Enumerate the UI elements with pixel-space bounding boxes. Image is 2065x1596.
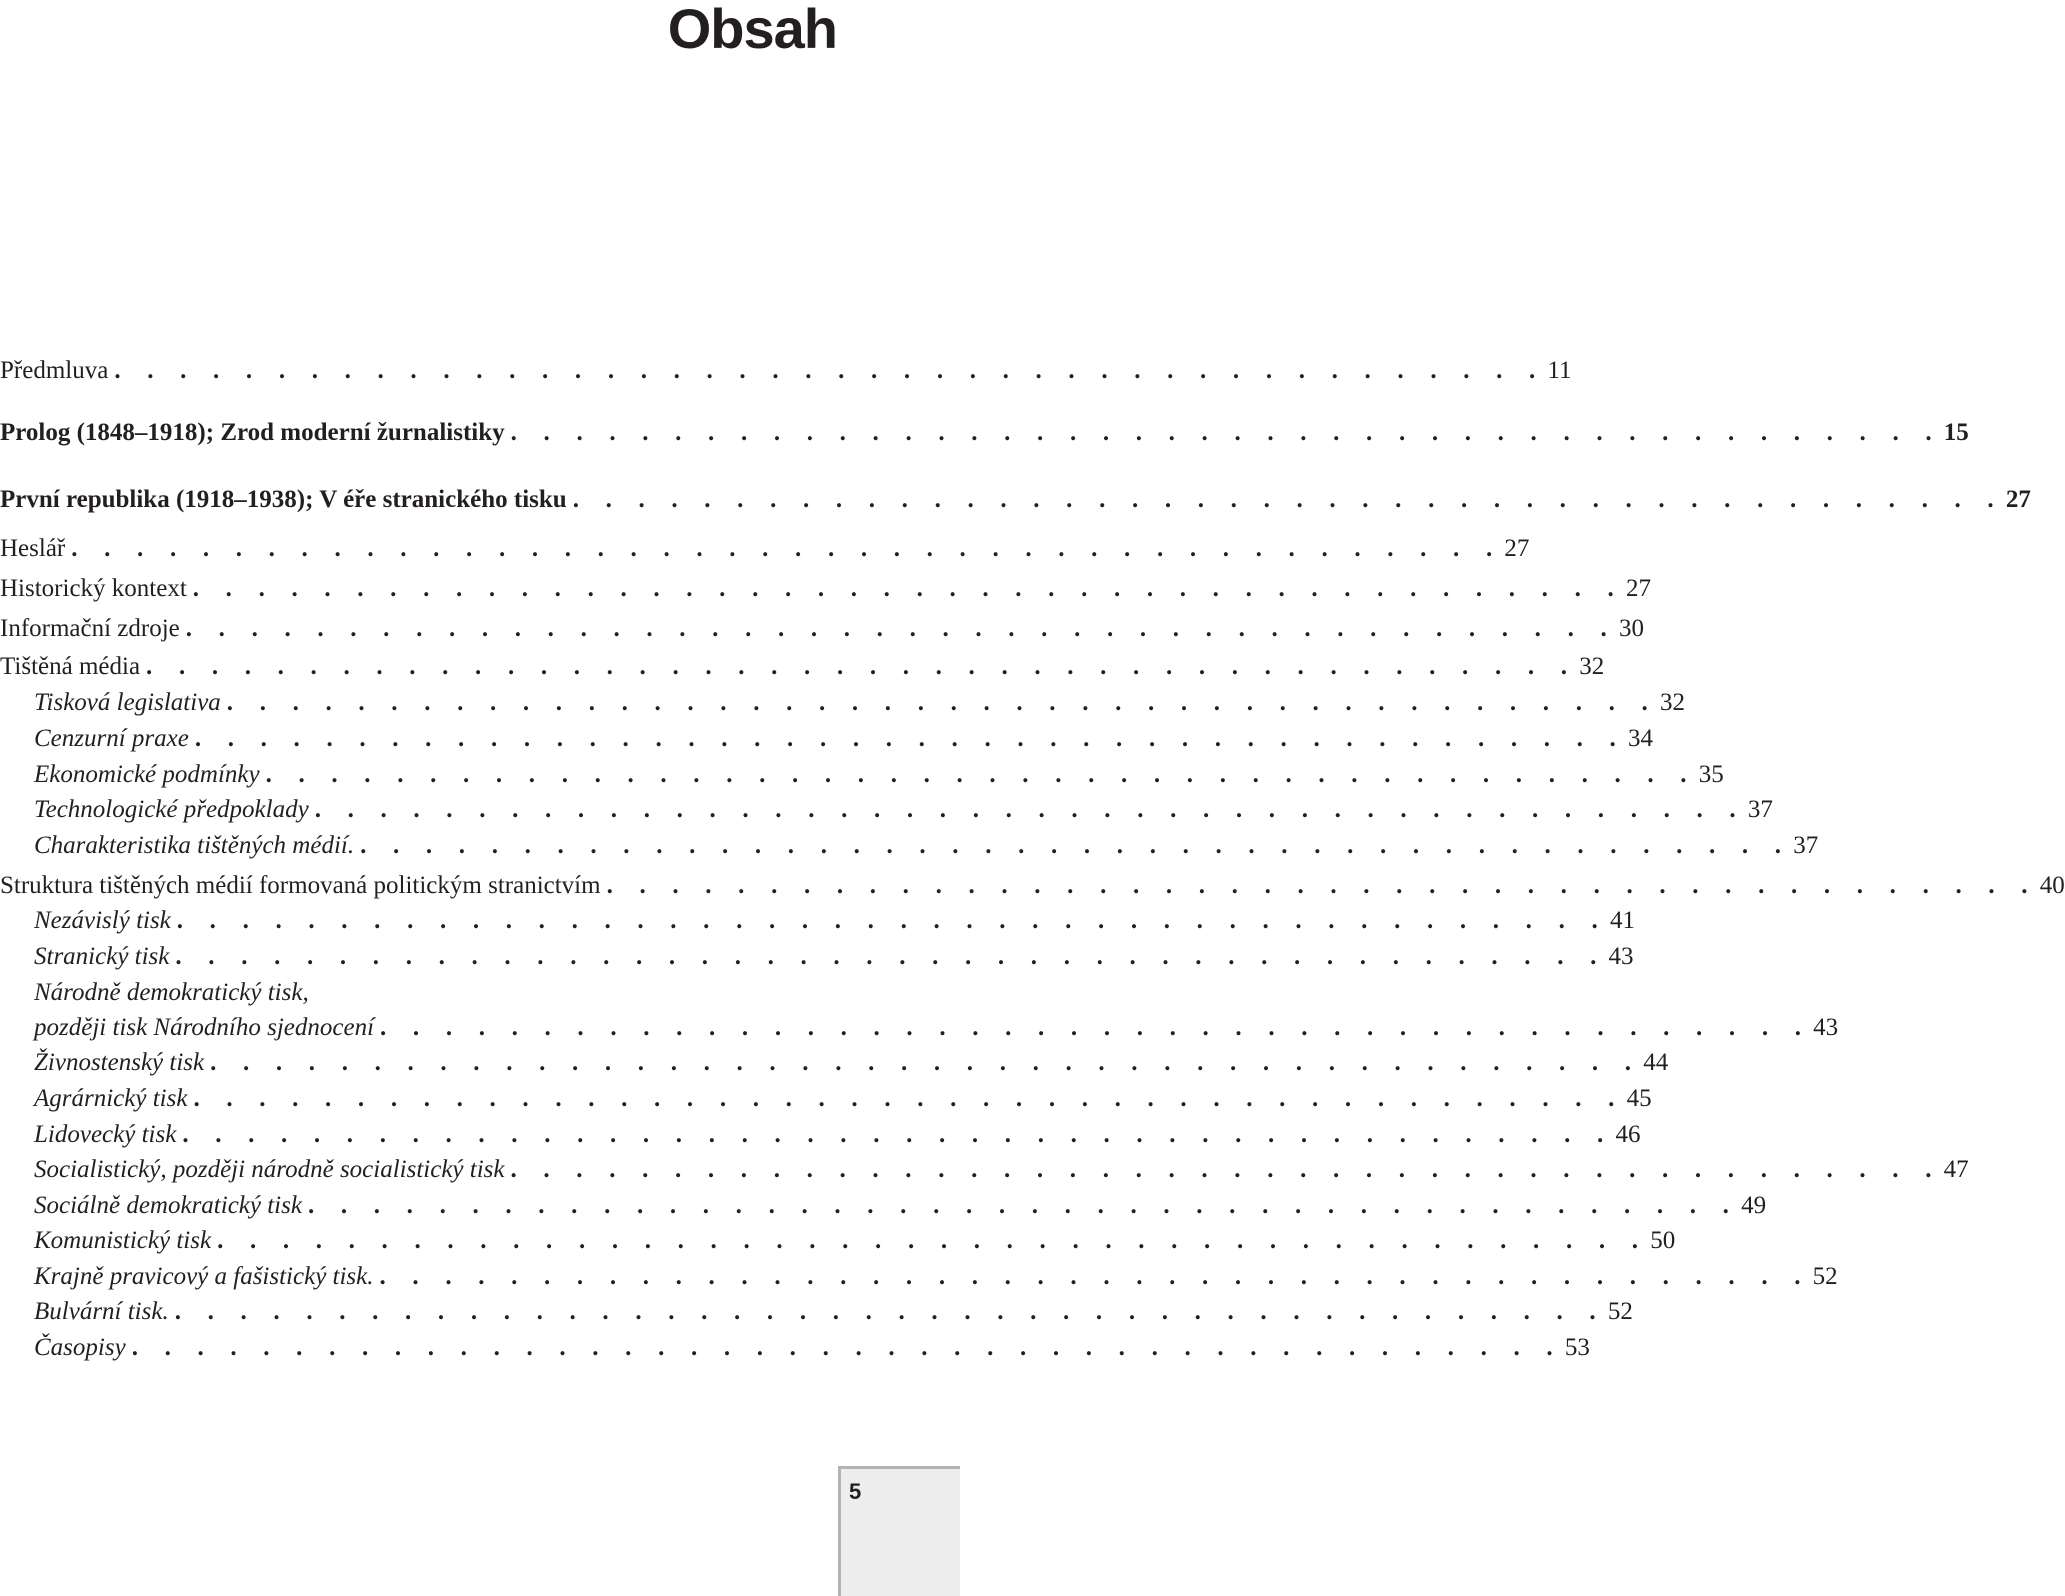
toc-entry-page: 27	[1625, 575, 1651, 602]
toc-leader-dots: . . . . . . . . . . . . . . . . . . . . . . . . . . . . . . . . . . . . . . . . . . . .	[265, 761, 1697, 788]
toc-leader-dots: . . . . . . . . . . . . . . . . . . . . . . . . . . . . . . . . . . . . . . . . . . . .	[510, 419, 1942, 446]
toc-entry[interactable]	[0, 415, 1969, 451]
toc-entry[interactable]	[0, 1223, 1676, 1259]
toc-entry[interactable]	[0, 1294, 1633, 1330]
toc-entry-title: Tisková legislativa	[34, 689, 221, 716]
toc-entry-page: 46	[1615, 1121, 1641, 1148]
toc-leader-dots: . . . . . . . . . . . . . . . . . . . . . . . . . . . . . . . . . . . . . . . . . . . .	[194, 725, 1627, 752]
toc-leader-dots: . . . . . . . . . . . . . . . . . . . . . . . . . . . . . . . . . . . . . . . . . . . .	[360, 832, 1792, 859]
toc-entry-title: První republika (1918–1938); V éře stranického tisku	[0, 486, 567, 513]
toc-entry[interactable]	[0, 353, 1572, 389]
toc-entry-title: Komunistický tisk	[34, 1227, 212, 1254]
toc-entry[interactable]	[0, 649, 1605, 685]
toc-entry-title: Technologické předpoklady	[34, 796, 309, 823]
toc-entry-title: Bulvární tisk.	[34, 1298, 169, 1325]
toc-leader-dots: . . . . . . . . . . . . . . . . . . . . . . . . . . . . . . . . . . . . . . . . . . . .	[174, 1298, 1606, 1325]
toc-entry-title: Předmluva	[0, 357, 109, 384]
toc-entry-title: Charakteristika tištěných médií.	[34, 832, 355, 859]
page-number-tab	[838, 1466, 960, 1596]
toc-entry-page: 52	[1607, 1298, 1633, 1325]
toc-entry-page: 37	[1747, 796, 1773, 823]
toc-entry[interactable]	[0, 1152, 1969, 1188]
toc-entry[interactable]	[0, 571, 1651, 607]
toc-entry[interactable]	[0, 482, 2031, 518]
toc-leader-dots: . . . . . . . . . . . . . . . . . . . . . . . . . . . . . . . . . . . . . . . . . . . .	[193, 1085, 1625, 1112]
toc-entry-page: 27	[1504, 535, 1530, 562]
toc-entry-page: 43	[1608, 943, 1634, 970]
toc-leader-dots: . . . . . . . . . . . . . . . . . . . . . . . . . . . . . . . . . . . . . . . . . . . .	[307, 1192, 1740, 1219]
toc-entry-page: 50	[1650, 1227, 1676, 1254]
toc-entry-page: 27	[2005, 486, 2031, 513]
toc-leader-dots: . . . . . . . . . . . . . . . . . . . . . . . . . . . . . . . . . . . . . . . . . . . .	[226, 689, 1658, 716]
toc-leader-dots: . . . . . . . . . . . . . . . . . . . . . . . . . . . . . . . . . . . . . . . . . . . .	[572, 486, 2004, 513]
toc-entry-title: Stranický tisk	[34, 943, 170, 970]
toc-entry-title: Socialistický, později národně socialistický tisk	[34, 1156, 505, 1183]
toc-entry[interactable]	[0, 828, 1819, 864]
toc-entry-title: Struktura tištěných médií formovaná politickým stranictvím	[0, 872, 601, 899]
toc-leader-dots: . . . . . . . . . . . . . . . . . . . . . . . . . . . . . . . . . . . . . . . . . . . .	[175, 943, 1607, 970]
toc-entry[interactable]	[0, 1188, 1767, 1224]
toc-entry[interactable]	[0, 1045, 1669, 1081]
toc-leader-dots: . . . . . . . . . . . . . . . . . . . . . . . . . . . . . . . . . . . . . . . . . . . .	[71, 535, 1503, 562]
toc-leader-dots: . . . . . . . . . . . . . . . . . . . . . . . . . . . . . . . . . . . . . . . . . . . .	[182, 1121, 1614, 1148]
toc-entry-page: 47	[1943, 1156, 1969, 1183]
toc-entry-title: Agrárnický tisk	[34, 1085, 188, 1112]
toc-entry-title-first-line: Národně demokratický tisk,	[34, 979, 309, 1006]
toc-entry-page: 53	[1564, 1334, 1590, 1361]
toc-entry[interactable]	[0, 1259, 1838, 1295]
toc-entry-page: 37	[1793, 832, 1819, 859]
toc-entry[interactable]	[0, 1081, 1652, 1117]
toc-entry-title: Cenzurní praxe	[34, 725, 189, 752]
toc-entry-page: 45	[1626, 1085, 1652, 1112]
toc-entry[interactable]	[0, 531, 1530, 567]
toc-entry-title: Prolog (1848–1918); Zrod moderní žurnalistiky	[0, 419, 505, 446]
toc-entry-title: Živnostenský tisk	[34, 1049, 205, 1076]
toc-entry-page: 34	[1628, 725, 1654, 752]
toc-leader-dots: . . . . . . . . . . . . . . . . . . . . . . . . . . . . . . . . . . . . . . . . . . . .	[380, 1014, 1812, 1041]
toc-entry-page: 40	[2039, 872, 2065, 899]
toc-entry[interactable]	[0, 685, 1685, 721]
toc-entry-page: 43	[1813, 1014, 1839, 1041]
toc-entry-title: Historický kontext	[0, 575, 187, 602]
toc-leader-dots: . . . . . . . . . . . . . . . . . . . . . . . . . . . . . . . . . . . . . . . . . . . .	[606, 872, 2038, 899]
toc-leader-dots: . . . . . . . . . . . . . . . . . . . . . . . . . . . . . . . . . . . . . . . . . . . .	[176, 907, 1608, 934]
toc-entry-title: Krajně pravicový a fašistický tisk.	[34, 1263, 374, 1290]
page-number: 5	[849, 1479, 862, 1504]
toc-entry[interactable]	[0, 792, 1773, 828]
toc-entry-page: 11	[1547, 357, 1572, 384]
toc-leader-dots: . . . . . . . . . . . . . . . . . . . . . . . . . . . . . . . . . . . . . . . . . . . .	[146, 653, 1578, 680]
toc-entry-title: Heslář	[0, 535, 66, 562]
toc-entry[interactable]	[0, 721, 1654, 757]
toc-entry-page: 15	[1943, 419, 1969, 446]
toc-entry[interactable]	[0, 868, 2065, 904]
toc-entry[interactable]	[0, 1330, 1590, 1366]
toc-entry-title: Ekonomické podmínky	[34, 761, 260, 788]
toc-entry-page: 49	[1741, 1192, 1767, 1219]
page-title: Obsah	[667, 0, 837, 60]
toc-leader-dots: . . . . . . . . . . . . . . . . . . . . . . . . . . . . . . . . . . . . . . . . . . . .	[131, 1334, 1563, 1361]
toc-entry-page: 35	[1698, 761, 1724, 788]
toc-entry-title: Tištěná média	[0, 653, 141, 680]
toc-leader-dots: . . . . . . . . . . . . . . . . . . . . . . . . . . . . . . . . . . . . . . . . . . . .	[210, 1049, 1642, 1076]
toc-entry[interactable]	[0, 939, 1634, 975]
toc-entry[interactable]	[0, 903, 1635, 939]
toc-entry-title: později tisk Národního sjednocení	[34, 1014, 375, 1041]
toc-entry-page: 52	[1812, 1263, 1838, 1290]
toc-entry-title: Nezávislý tisk	[34, 907, 171, 934]
toc-leader-dots: . . . . . . . . . . . . . . . . . . . . . . . . . . . . . . . . . . . . . . . . . . . .	[185, 615, 1617, 642]
toc-leader-dots: . . . . . . . . . . . . . . . . . . . . . . . . . . . . . . . . . . . . . . . . . . . .	[510, 1156, 1942, 1183]
toc-leader-dots: . . . . . . . . . . . . . . . . . . . . . . . . . . . . . . . . . . . . . . . . . . . .	[114, 357, 1546, 384]
toc-entry[interactable]	[0, 611, 1644, 647]
toc-entry-page: 41	[1609, 907, 1635, 934]
toc-leader-dots: . . . . . . . . . . . . . . . . . . . . . . . . . . . . . . . . . . . . . . . . . . . .	[192, 575, 1624, 602]
toc-leader-dots: . . . . . . . . . . . . . . . . . . . . . . . . . . . . . . . . . . . . . . . . . . . .	[379, 1263, 1811, 1290]
toc-entry-page: 32	[1579, 653, 1605, 680]
toc-leader-dots: . . . . . . . . . . . . . . . . . . . . . . . . . . . . . . . . . . . . . . . . . . . .	[217, 1227, 1649, 1254]
toc-leader-dots: . . . . . . . . . . . . . . . . . . . . . . . . . . . . . . . . . . . . . . . . . . . .	[314, 796, 1746, 823]
toc-entry[interactable]	[0, 1010, 1839, 1046]
toc-entry-title: Časopisy	[34, 1334, 126, 1361]
toc-entry-page: 30	[1618, 615, 1644, 642]
toc-entry-title: Sociálně demokratický tisk	[34, 1192, 302, 1219]
toc-entry[interactable]	[0, 757, 1724, 793]
toc-entry-title: Lidovecký tisk	[34, 1121, 177, 1148]
toc-entry-page: 44	[1643, 1049, 1669, 1076]
toc-entry-page: 32	[1659, 689, 1685, 716]
toc-entry[interactable]	[0, 1117, 1641, 1153]
toc-entry-title: Informační zdroje	[0, 615, 180, 642]
